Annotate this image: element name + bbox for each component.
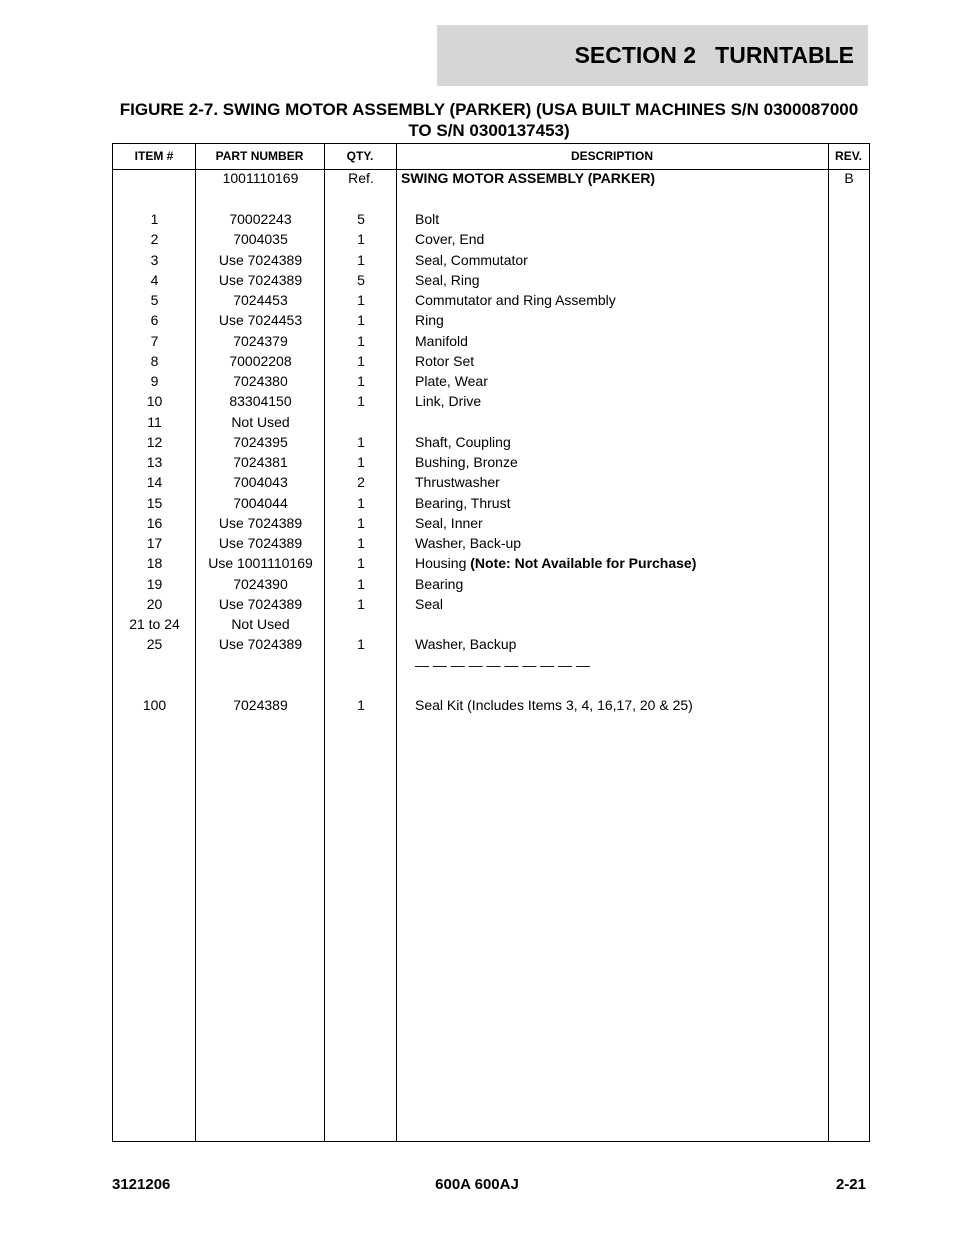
item-number: 8: [150, 352, 159, 369]
header-part-number: PART NUMBER: [215, 149, 304, 163]
item-number: 12: [146, 433, 163, 450]
section-header: SECTION 2 TURNTABLE: [437, 25, 868, 86]
description: [415, 695, 825, 715]
table-row: [113, 391, 869, 411]
part-number: 7024453: [233, 292, 288, 308]
item-number: 19: [146, 575, 163, 592]
part-number: Use 7024453: [218, 312, 303, 329]
part-number: Use 7024389: [218, 271, 303, 288]
description: [415, 229, 825, 249]
description-text: Manifold: [415, 332, 468, 349]
assembly-rev: B: [844, 170, 854, 186]
item-number: 20: [146, 595, 163, 612]
description: [415, 533, 825, 553]
quantity: 1: [357, 393, 365, 410]
description-text: Seal, Ring: [415, 271, 480, 288]
part-number: Use 7024389: [218, 595, 303, 612]
item-number: 4: [150, 271, 159, 288]
item-number: 6: [150, 312, 159, 329]
item-number: 15: [146, 494, 163, 511]
table-row: [113, 675, 869, 695]
table-row: [113, 695, 869, 715]
item-number: 1: [150, 211, 159, 227]
description: [415, 209, 825, 229]
table-row: [113, 614, 869, 634]
quantity: 1: [357, 595, 365, 612]
table-row: [113, 412, 869, 432]
table-row: [113, 594, 869, 614]
description-text: Commutator and Ring Assembly: [415, 292, 616, 308]
table-row: [113, 270, 869, 290]
description-text: Seal, Inner: [415, 514, 483, 531]
table-row: [113, 351, 869, 371]
item-number: 14: [146, 474, 163, 491]
description: [415, 594, 825, 614]
quantity: 5: [357, 271, 365, 288]
quantity: 1: [357, 494, 365, 511]
description: [415, 655, 825, 675]
item-number: 2: [150, 231, 159, 248]
item-number: 9: [150, 373, 159, 389]
quantity: 1: [357, 332, 365, 349]
part-number: 7004043: [233, 474, 288, 491]
figure-title-line1: FIGURE 2-7. SWING MOTOR ASSEMBLY (PARKER) (USA BUILT MACHINES S/N 0300087000: [119, 100, 859, 119]
part-number: Use 1001110169: [208, 555, 313, 572]
quantity: 5: [357, 211, 365, 227]
quantity: 1: [357, 514, 365, 531]
table-row: [113, 229, 869, 249]
part-number: 7024380: [233, 373, 288, 389]
description-text: — — — — — — — — — —: [415, 656, 591, 673]
assembly-description: SWING MOTOR ASSEMBLY (PARKER): [401, 170, 656, 186]
table-row: [113, 209, 869, 229]
item-number: 18: [146, 555, 163, 572]
table-row: [113, 452, 869, 472]
description: [415, 452, 825, 472]
table-row: [113, 432, 869, 452]
quantity: 1: [357, 312, 365, 329]
quantity: 2: [357, 474, 365, 491]
quantity: 1: [357, 454, 365, 470]
description: [415, 290, 825, 310]
part-number: 7024389: [233, 697, 288, 713]
part-number: Use 7024389: [218, 535, 303, 551]
description-text: Bushing, Bronze: [415, 454, 518, 470]
quantity: 1: [357, 373, 365, 389]
table-row: [113, 513, 869, 533]
table-row: [113, 493, 869, 513]
assembly-qty: Ref.: [348, 170, 374, 186]
description-text: Cover, End: [415, 231, 485, 248]
description: [415, 634, 825, 654]
table-row: [113, 371, 869, 391]
description-text: Housing: [415, 555, 471, 572]
part-number: 7024395: [233, 433, 288, 450]
table-row: [113, 310, 869, 330]
quantity: 1: [357, 636, 365, 653]
description: [415, 553, 825, 573]
item-number: 5: [150, 292, 159, 308]
quantity: 1: [357, 575, 365, 592]
item-number: 10: [146, 393, 163, 410]
description-text: Washer, Back-up: [415, 535, 522, 551]
header-description: DESCRIPTION: [570, 149, 653, 163]
description-note: (Note: Not Available for Purchase): [470, 555, 697, 572]
quantity: 1: [357, 433, 365, 450]
part-number: 7024379: [233, 332, 288, 349]
footer-model: 600A 600AJ: [435, 1176, 519, 1193]
item-number: 21 to 24: [129, 616, 180, 632]
part-number: Use 7024389: [218, 514, 303, 531]
description-text: Seal Kit (Includes Items 3, 4, 16,17, 20 & 25): [415, 697, 693, 713]
description-text: Seal: [415, 595, 444, 612]
part-number: Use 7024389: [218, 251, 303, 268]
part-number: Use 7024389: [218, 636, 303, 653]
item-number: 16: [146, 514, 163, 531]
description: [415, 331, 825, 351]
table-row: [113, 553, 869, 573]
footer-page-number: 2-21: [835, 1176, 866, 1193]
description: [415, 310, 825, 330]
item-number: 13: [146, 454, 163, 470]
description-text: Ring: [415, 312, 444, 329]
description: [415, 432, 825, 452]
part-number: 7004044: [233, 494, 288, 511]
part-number: 7004035: [233, 231, 288, 248]
description: [415, 270, 825, 290]
description: [415, 371, 825, 391]
description-text: Washer, Backup: [415, 636, 517, 653]
table-row: [113, 290, 869, 310]
quantity: 1: [357, 352, 365, 369]
description-text: Plate, Wear: [415, 373, 488, 389]
part-number: 83304150: [229, 393, 292, 410]
description-text: Rotor Set: [415, 352, 475, 369]
part-number: Not Used: [231, 616, 290, 632]
part-number: 70002208: [229, 352, 292, 369]
part-number: 7024381: [233, 454, 288, 470]
description-text: Bolt: [415, 211, 440, 227]
item-number: 11: [147, 413, 162, 430]
description-text: Link, Drive: [415, 393, 482, 410]
description: [415, 513, 825, 533]
item-number: 7: [150, 332, 159, 349]
description-text: Shaft, Coupling: [415, 433, 511, 450]
assembly-row: [113, 168, 869, 188]
item-number: 17: [146, 535, 163, 551]
item-number: 3: [150, 251, 159, 268]
item-number: 100: [142, 697, 167, 713]
description: [415, 493, 825, 513]
description-text: Bearing, Thrust: [415, 494, 511, 511]
header-rev: REV.: [835, 149, 862, 163]
description: [415, 472, 825, 492]
table-row: [113, 331, 869, 351]
part-number: Not Used: [231, 413, 290, 430]
description: [415, 351, 825, 371]
part-number: 70002243: [229, 211, 292, 227]
table-row: [113, 472, 869, 492]
quantity: 1: [357, 535, 365, 551]
part-number: 7024390: [233, 575, 288, 592]
parts-table: [112, 143, 870, 1142]
figure-title-line2: TO S/N 0300137453): [408, 121, 570, 140]
header-qty: QTY.: [346, 149, 374, 163]
description: [415, 250, 825, 270]
item-number: 25: [146, 636, 163, 653]
header-item: ITEM #: [134, 149, 174, 163]
description-text: Thrustwasher: [415, 474, 500, 491]
quantity: 1: [357, 697, 365, 713]
figure-title: [100, 99, 878, 141]
description-text: Seal, Commutator: [415, 251, 528, 268]
table-row: [113, 574, 869, 594]
description: [415, 391, 825, 411]
table-row: [113, 533, 869, 553]
quantity: 1: [357, 251, 365, 268]
table-row: [113, 655, 869, 675]
quantity: 1: [357, 231, 365, 248]
footer-doc-number: 3121206: [112, 1176, 171, 1193]
table-row: [113, 634, 869, 654]
description: [415, 574, 825, 594]
assembly-part-number: 1001110169: [222, 170, 299, 186]
description-text: Bearing: [415, 575, 464, 592]
quantity: 1: [357, 555, 365, 572]
quantity: 1: [357, 292, 365, 308]
table-row: [113, 250, 869, 270]
